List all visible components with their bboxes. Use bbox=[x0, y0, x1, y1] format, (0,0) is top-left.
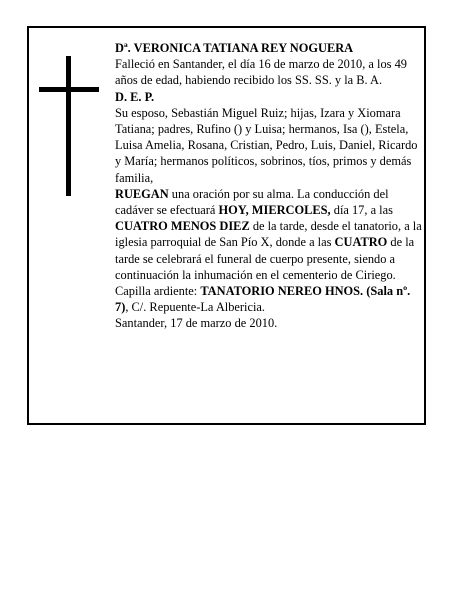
funeral-time: CUATRO bbox=[334, 235, 388, 250]
address-text: , C/. Repuente-La Albericia. bbox=[125, 300, 266, 315]
deceased-name: Dª. VERONICA TATIANA REY NOGUERA bbox=[115, 41, 354, 55]
ruegan-text: RUEGAN bbox=[115, 186, 169, 201]
cross-vertical-bar bbox=[66, 56, 71, 196]
funeral-text: de la tarde se celebrará el funeral de cuerpo presente, siendo a continuación la inhumación en el cementerio de Ciriego. Capilla ardiente: bbox=[115, 235, 415, 299]
hoy-miercoles-text: HOY, MIERCOLES, bbox=[218, 203, 331, 218]
cross-icon bbox=[39, 56, 99, 196]
tanatorio-name: TANATORIO NEREO HNOS. (Sala nº. 7) bbox=[115, 284, 411, 315]
church-text: de la tarde, desde el tanatorio, a la iglesia parroquial de San Pío X, donde a las bbox=[115, 219, 422, 250]
dep-heading: D. E. P. bbox=[115, 89, 155, 104]
obituary-notice bbox=[27, 26, 426, 425]
day-text: día 17, a las bbox=[330, 203, 393, 218]
notice-text bbox=[115, 40, 423, 332]
date-place: Santander, 17 de marzo de 2010. bbox=[115, 316, 278, 331]
conduction-time: CUATRO MENOS DIEZ bbox=[115, 219, 250, 234]
ceremony-paragraph bbox=[115, 186, 423, 316]
prayer-text: una oración por su alma. La conducción del cadáver se efectuará bbox=[115, 186, 389, 218]
death-info: Falleció en Santander, el día 16 de marzo de 2010, a los 49 años de edad, habiendo recibido los SS. SS. y la B. A. bbox=[115, 57, 407, 88]
cross-horizontal-bar bbox=[39, 87, 99, 92]
family-list: Su esposo, Sebastián Miguel Ruiz; hijas, Izara y Xiomara Tatiana; padres, Rufino () y Luisa; hermanos, Isa (), Estela, Luisa Amelia, Rosana, Cristian, Pedro, Luis, Daniel, Ricardo y María; hermanos políticos, sobrinos, tíos, primos y demás familia, bbox=[115, 105, 418, 185]
